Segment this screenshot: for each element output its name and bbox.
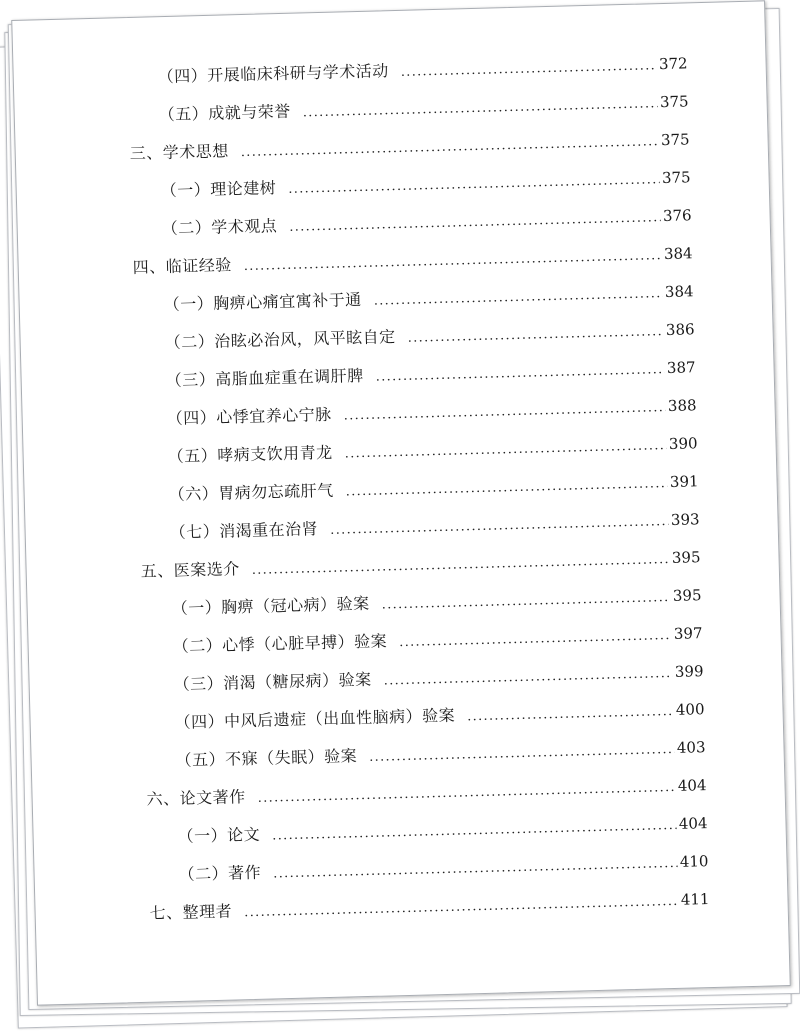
dot-leader	[303, 96, 659, 120]
toc-entry-title: （一）理论建树	[160, 178, 277, 201]
toc-entry-title: （三）消渴（糖尿病）验案	[173, 669, 372, 695]
toc-entry-page: 386	[665, 320, 695, 340]
toc-entry-title: （二）著作	[178, 862, 262, 884]
dot-leader	[374, 286, 664, 309]
toc-entry-page: 375	[659, 92, 689, 112]
toc-entry-page: 375	[660, 130, 690, 150]
toc-entry-page: 393	[670, 510, 700, 529]
toc-entry	[178, 848, 708, 886]
toc-entry	[146, 772, 706, 811]
dot-leader	[345, 438, 668, 461]
toc-entry-page: 390	[668, 434, 698, 453]
toc-entry-page: 387	[666, 358, 696, 377]
dot-leader	[288, 172, 660, 197]
toc-entry	[175, 734, 705, 772]
toc-entry-title: 三、学术思想	[129, 141, 229, 163]
toc-entry	[129, 126, 689, 165]
dot-leader	[346, 476, 669, 499]
dot-leader	[376, 362, 666, 385]
toc-entry	[172, 620, 702, 658]
toc-entry-page: 388	[667, 396, 697, 415]
toc-entry-title: （三）高脂血症重在调肝脾	[165, 365, 364, 391]
toc-entry	[149, 886, 709, 925]
toc-entry	[140, 544, 700, 583]
toc-entry	[165, 354, 695, 392]
toc-entry	[157, 50, 687, 88]
toc-entry	[174, 696, 704, 734]
toc-entry	[163, 278, 693, 316]
toc-entry-title: （二）学术观点	[161, 216, 278, 239]
toc-entry-page: 403	[676, 738, 706, 757]
dot-leader	[273, 856, 678, 882]
toc-entry	[161, 202, 691, 240]
toc-entry-title: （一）胸痹（冠心病）验案	[171, 593, 370, 619]
table-of-contents	[12, 1, 790, 1004]
toc-entry-page: 372	[658, 54, 688, 74]
dot-leader	[252, 552, 671, 578]
dot-leader	[272, 818, 677, 844]
toc-entry-title: 五、医案选介	[140, 559, 240, 581]
toc-entry	[132, 240, 692, 279]
toc-entry	[166, 392, 696, 430]
dot-leader	[244, 894, 679, 920]
toc-entry	[168, 468, 698, 506]
toc-entry-title: （四）心悸宜养心宁脉	[166, 404, 332, 429]
toc-entry-page: 375	[661, 168, 691, 188]
toc-entry-page: 404	[678, 814, 708, 833]
toc-entry	[177, 810, 707, 848]
toc-entry-title: （五）成就与荣誉	[158, 101, 291, 125]
toc-entry-title: （四）中风后遗症（出血性脑病）验案	[174, 705, 456, 732]
dot-leader	[244, 248, 663, 274]
toc-entry	[158, 88, 688, 126]
toc-entry-title: （五）不寐（失眠）验案	[175, 746, 358, 770]
dot-leader	[383, 666, 673, 689]
toc-entry-page: 384	[663, 244, 693, 264]
toc-entry-title: （二）治眩必治风，风平眩自定	[164, 327, 396, 353]
toc-entry	[160, 164, 690, 202]
toc-entry-title: （四）开展临床科研与学术活动	[157, 61, 389, 87]
dot-leader	[241, 134, 660, 160]
toc-entry-page: 400	[675, 700, 705, 719]
toc-entry-page: 399	[674, 662, 704, 681]
dot-leader	[401, 58, 658, 80]
toc-entry	[169, 506, 699, 544]
toc-entry	[173, 658, 703, 696]
toc-entry-title: 六、论文著作	[146, 787, 246, 809]
toc-entry	[171, 582, 701, 620]
toc-entry-title: 七、整理者	[149, 901, 233, 923]
toc-entry	[167, 430, 697, 468]
toc-entry-title: （五）哮病支饮用青龙	[167, 442, 333, 467]
dot-leader	[258, 780, 677, 806]
toc-entry	[164, 316, 694, 354]
dot-leader	[289, 210, 661, 235]
toc-entry-title: （二）心悸（心脏早搏）验案	[172, 631, 388, 657]
toc-entry-title: 四、临证经验	[132, 255, 232, 277]
toc-entry-page: 404	[677, 776, 707, 795]
dot-leader	[399, 628, 672, 650]
toc-entry-title: （七）消渴重在治肾	[169, 519, 319, 543]
toc-entry-page: 397	[673, 624, 703, 643]
dot-leader	[344, 400, 667, 423]
dot-leader	[408, 324, 665, 346]
toc-entry-page: 411	[680, 890, 710, 909]
toc-entry-page: 391	[669, 472, 699, 491]
toc-entry-title: （六）胃病勿忘疏肝气	[168, 480, 334, 505]
toc-entry-title: （一）胸痹心痛宜寓补于通	[163, 289, 362, 315]
toc-entry-page: 395	[672, 586, 702, 605]
toc-entry-page: 384	[664, 282, 694, 302]
dot-leader	[330, 514, 669, 538]
toc-entry-page: 376	[662, 206, 692, 226]
toc-entry-page: 410	[679, 852, 709, 871]
toc-entry-page: 395	[671, 548, 701, 567]
dot-leader	[381, 590, 671, 613]
dot-leader	[369, 742, 675, 765]
dot-leader	[467, 704, 674, 724]
toc-page	[11, 0, 791, 1005]
toc-entry-title: （一）论文	[177, 824, 261, 846]
